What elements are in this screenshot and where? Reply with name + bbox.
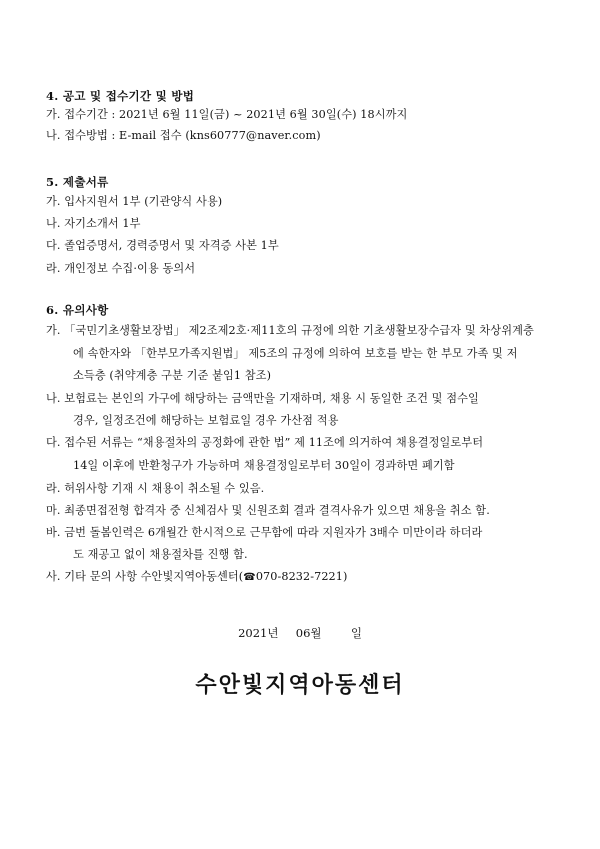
date-year: 2021년 bbox=[238, 626, 279, 640]
section-5-item-application: 가. 입사지원서 1부 (기관양식 사용) bbox=[46, 195, 223, 208]
section-4-title: 4. 공고 및 접수기간 및 방법 bbox=[46, 89, 195, 103]
section-6-item-sa bbox=[46, 568, 347, 584]
section-6-item-da-line-2: 14일 이후에 반환청구가 가능하며 채용결정일로부터 30일이 경과하면 폐기함 bbox=[73, 459, 455, 472]
section-6-title: 6. 유의사항 bbox=[46, 303, 109, 317]
section-5-item-self-intro: 나. 자기소개서 1부 bbox=[46, 217, 141, 230]
organization-name: 수안빛지역아동센터 bbox=[195, 672, 405, 698]
date-day: 일 bbox=[350, 626, 362, 640]
section-6-item-ga-line-3: 소득층 (취약계층 구분 기준 붙임1 참조) bbox=[73, 369, 272, 382]
document-date bbox=[0, 625, 600, 641]
section-6-item-ba-line-2: 도 재공고 없이 채용절차를 진행 함. bbox=[73, 548, 248, 561]
section-6-item-ra: 라. 허위사항 기재 시 채용이 취소될 수 있음. bbox=[46, 482, 265, 495]
section-6-item-ga-line-1: 가. 「국민기초생활보장법」 제2조제2호·제11호의 규정에 의한 기초생활보장수급자 및 차상위계층 bbox=[46, 324, 534, 337]
section-6-item-ma: 마. 최종면접전형 합격자 중 신체검사 및 신원조회 결과 결격사유가 있으면 채용을 취소 함. bbox=[46, 504, 490, 517]
section-6-item-ga-line-2: 에 속한자와 「한부모가족지원법」 제5조의 규정에 의하여 보호를 받는 한 부모 가족 및 저 bbox=[73, 347, 518, 360]
contact-phone-number: 070-8232-7221) bbox=[255, 570, 348, 583]
section-6-item-na-line-1: 나. 보험료는 본인의 가구에 해당하는 금액만을 기재하며, 채용 시 동일한 조건 및 점수일 bbox=[46, 392, 479, 405]
phone-icon: ☎ bbox=[243, 572, 256, 583]
section-6-item-da-line-1: 다. 접수된 서류는 “채용절차의 공정화에 관한 법” 제 11조에 의거하여 채용결정일로부터 bbox=[46, 436, 484, 449]
section-5-item-consent: 라. 개인정보 수집·이용 동의서 bbox=[46, 262, 196, 275]
date-month: 06월 bbox=[295, 626, 322, 640]
section-6-item-na-line-2: 경우, 일정조건에 해당하는 보험료일 경우 가산점 적용 bbox=[73, 414, 339, 427]
section-4-item-period: 가. 접수기간 : 2021년 6월 11일(금) ~ 2021년 6월 30일(수) 18시까지 bbox=[46, 108, 408, 121]
section-4-item-method: 나. 접수방법 : E-mail 접수 (kns60777@naver.com) bbox=[46, 129, 321, 142]
section-5-title: 5. 제출서류 bbox=[46, 175, 109, 189]
section-6-item-sa-text: 사. 기타 문의 사항 수안빛지역아동센터( bbox=[46, 570, 244, 583]
section-5-item-certificates: 다. 졸업증명서, 경력증명서 및 자격증 사본 1부 bbox=[46, 239, 279, 252]
section-6-item-ba-line-1: 바. 금번 돌봄인력은 6개월간 한시적으로 근무함에 따라 지원자가 3배수 미만이라 하더라 bbox=[46, 526, 483, 539]
